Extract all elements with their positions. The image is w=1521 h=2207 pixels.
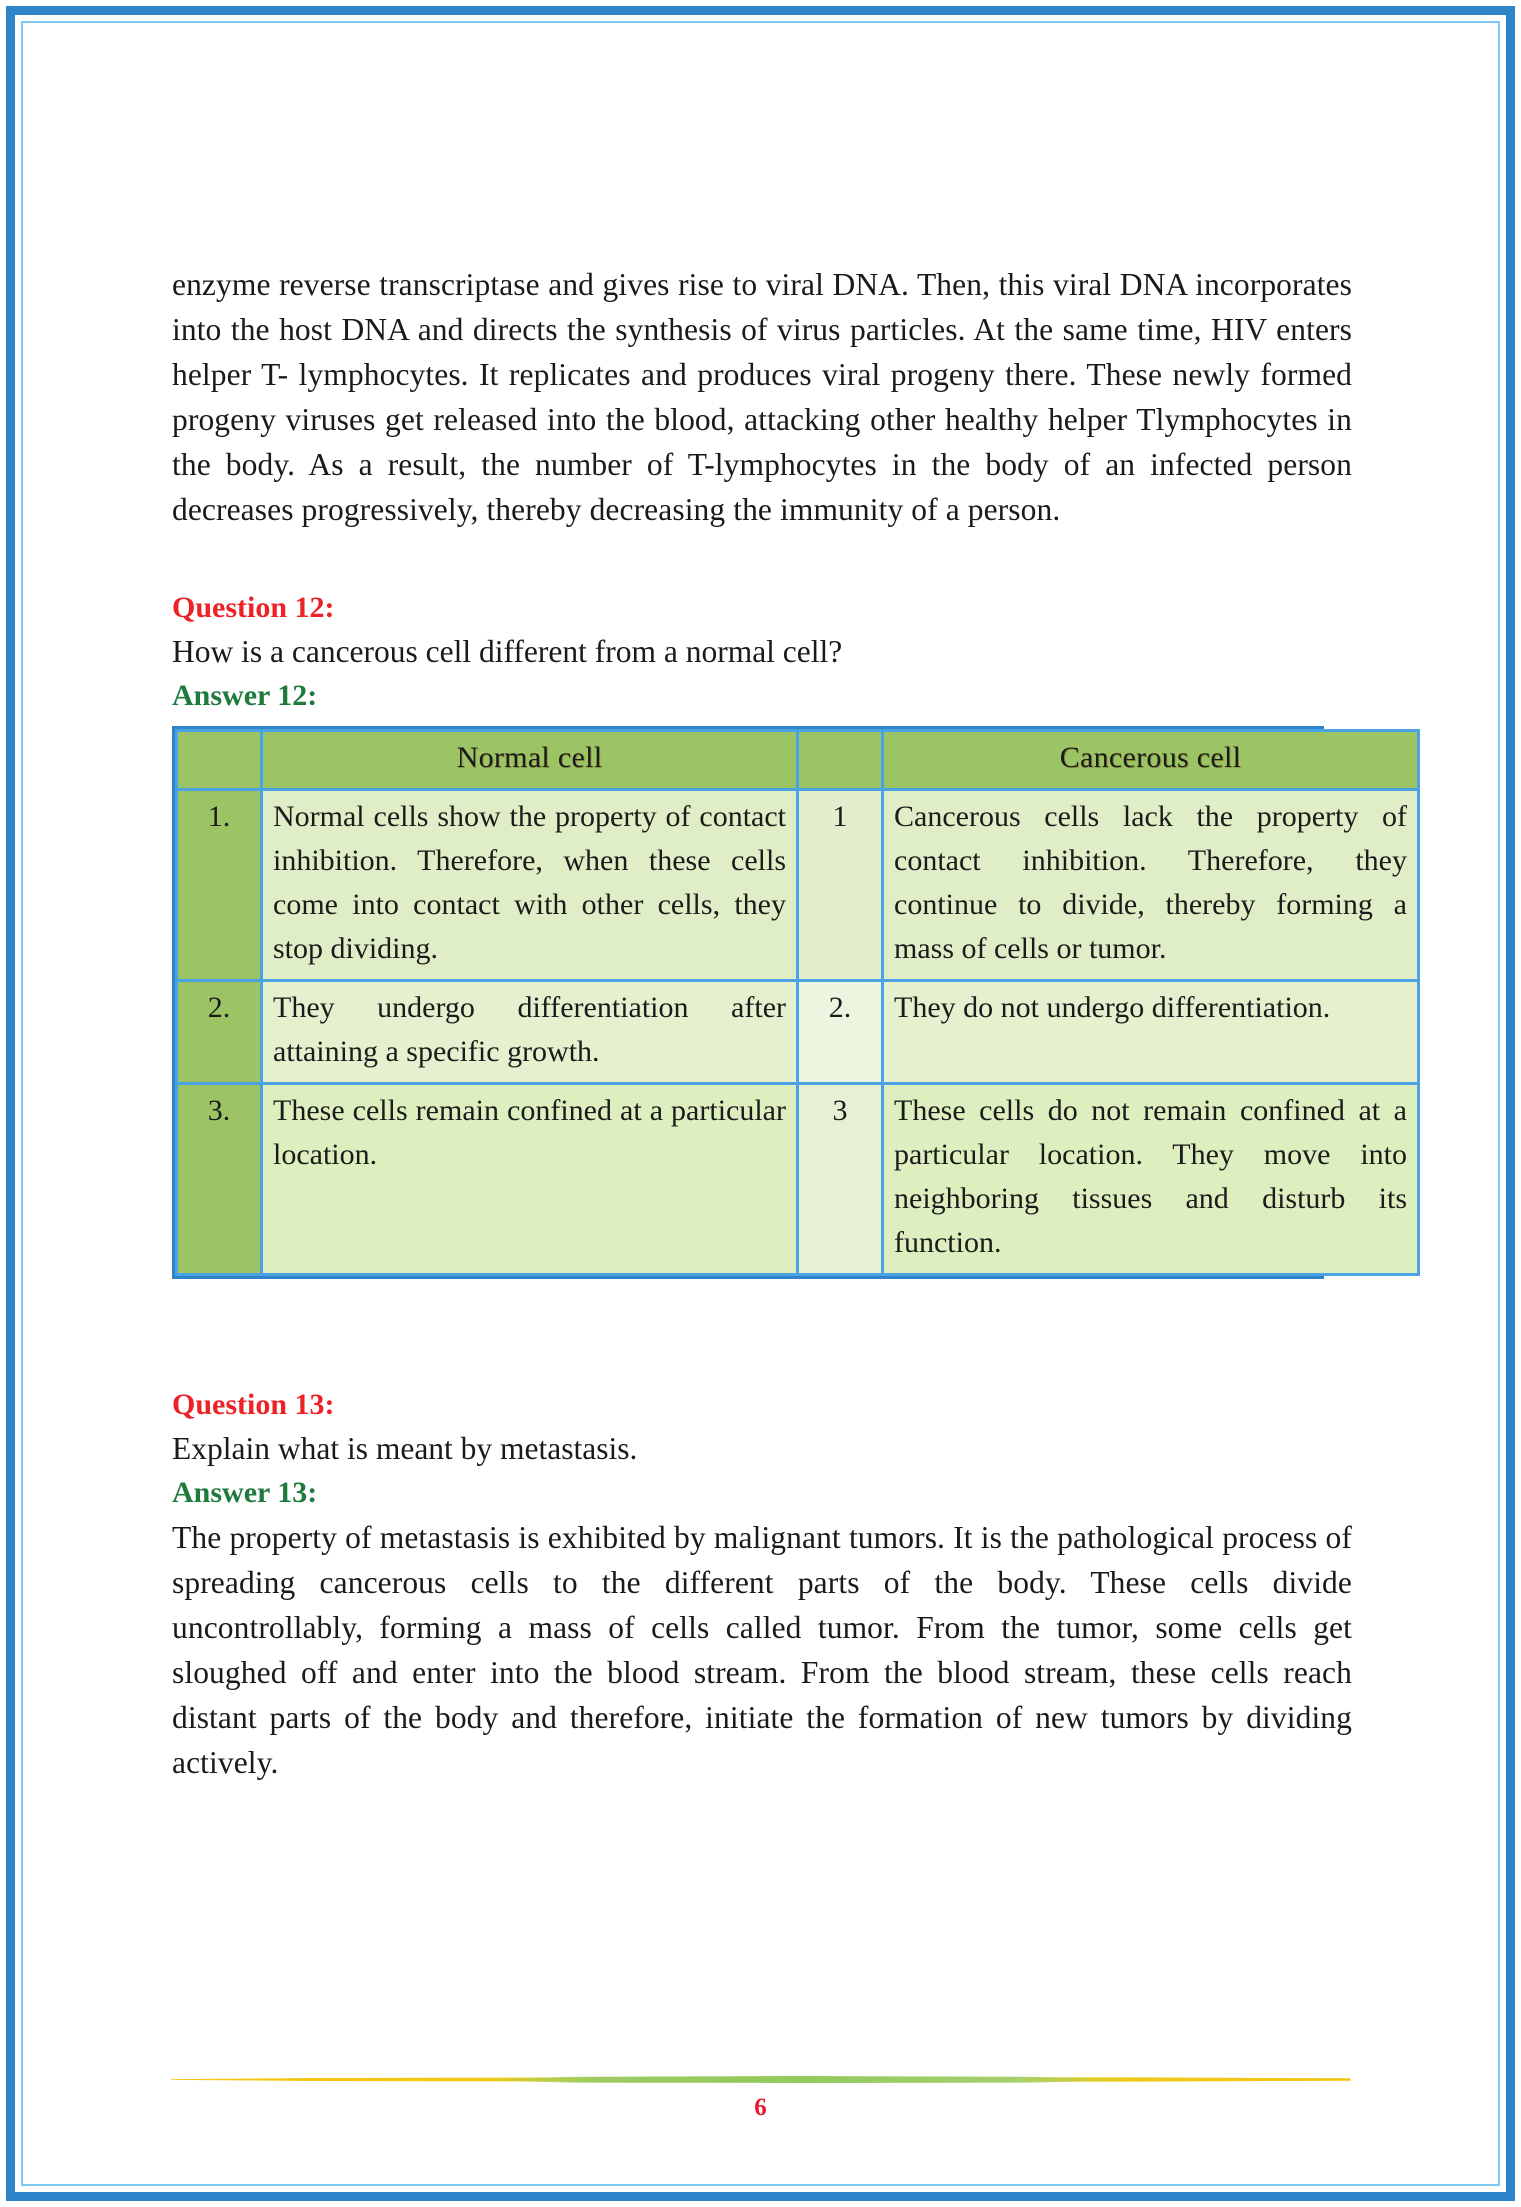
row-2-right-number: 2. [798, 981, 883, 1084]
question-12-text: How is a cancerous cell different from a normal cell? [172, 634, 843, 669]
row-1-left-number: 1. [177, 790, 262, 981]
table-body [177, 790, 1419, 1275]
page-content [172, 262, 1407, 1785]
intro-paragraph: enzyme reverse transcriptase and gives rise to viral DNA. Then, this viral DNA incorporates into the host DNA and directs the synthesis of virus particles. At the same time, HIV enters helper T- lymphocytes. It replicates and produces viral progeny there. These newly formed progeny viruses get released into the blood, attacking other healthy helper Tlymphocytes in the body. As a result, the number of T-lymphocytes in the body of an infected person decreases progressively, thereby decreasing the immunity of a person. [172, 267, 1352, 527]
table-row [177, 790, 1419, 981]
table-row [177, 1084, 1419, 1275]
question-13-text: Explain what is meant by metastasis. [172, 1431, 638, 1466]
answer-13-text: The property of metastasis is exhibited by malignant tumors. It is the pathological process of spreading cancerous cells to the different parts of the body. These cells divide uncontrollably, forming a mass of cells called tumor. From the tumor, some cells get sloughed off and enter into the blood stream. From the blood stream, these cells reach distant parts of the body and therefore, initiate the formation of new tumors by dividing actively. [172, 1520, 1352, 1780]
answer-13-heading: Answer 13: [172, 1476, 318, 1509]
header-normal-cell: Normal cell [262, 731, 798, 790]
header-blank-left [177, 731, 262, 790]
row-3-right-number: 3 [798, 1084, 883, 1275]
row-2-normal-cell-text: They undergo differentiation after attaining a specific growth. [262, 981, 798, 1084]
table-header-row [177, 731, 1419, 790]
footer-decorative-rule [171, 2071, 1351, 2087]
row-1-normal-cell-text: Normal cells show the property of contact inhibition. Therefore, when these cells come into contact with other cells, they stop dividing. [262, 790, 798, 981]
row-1-cancerous-cell-text: Cancerous cells lack the property of contact inhibition. Therefore, they continue to divide, thereby forming a mass of cells or tumor. [883, 790, 1419, 981]
question-12-heading: Question 12: [172, 591, 335, 624]
page-footer [0, 2071, 1521, 2123]
row-2-left-number: 2. [177, 981, 262, 1084]
spacer [172, 1279, 1352, 1383]
spacer [172, 532, 1352, 586]
answer-12-heading: Answer 12: [172, 679, 318, 712]
row-3-normal-cell-text: These cells remain confined at a particular location. [262, 1084, 798, 1275]
comparison-table-wrapper [172, 726, 1407, 1279]
footer-rule-green [477, 2076, 1126, 2083]
page-number: 6 [754, 2094, 767, 2121]
row-3-cancerous-cell-text: These cells do not remain confined at a particular location. They move into neighboring tissues and disturb its function. [883, 1084, 1419, 1275]
question-13-heading: Question 13: [172, 1388, 335, 1421]
normal-vs-cancerous-cell-table [175, 729, 1420, 1276]
row-3-left-number: 3. [177, 1084, 262, 1275]
table-head [177, 731, 1419, 790]
row-1-right-number: 1 [798, 790, 883, 981]
table-row [177, 981, 1419, 1084]
header-blank-right [798, 731, 883, 790]
row-2-cancerous-cell-text: They do not undergo differentiation. [883, 981, 1419, 1084]
header-cancerous-cell: Cancerous cell [883, 731, 1419, 790]
